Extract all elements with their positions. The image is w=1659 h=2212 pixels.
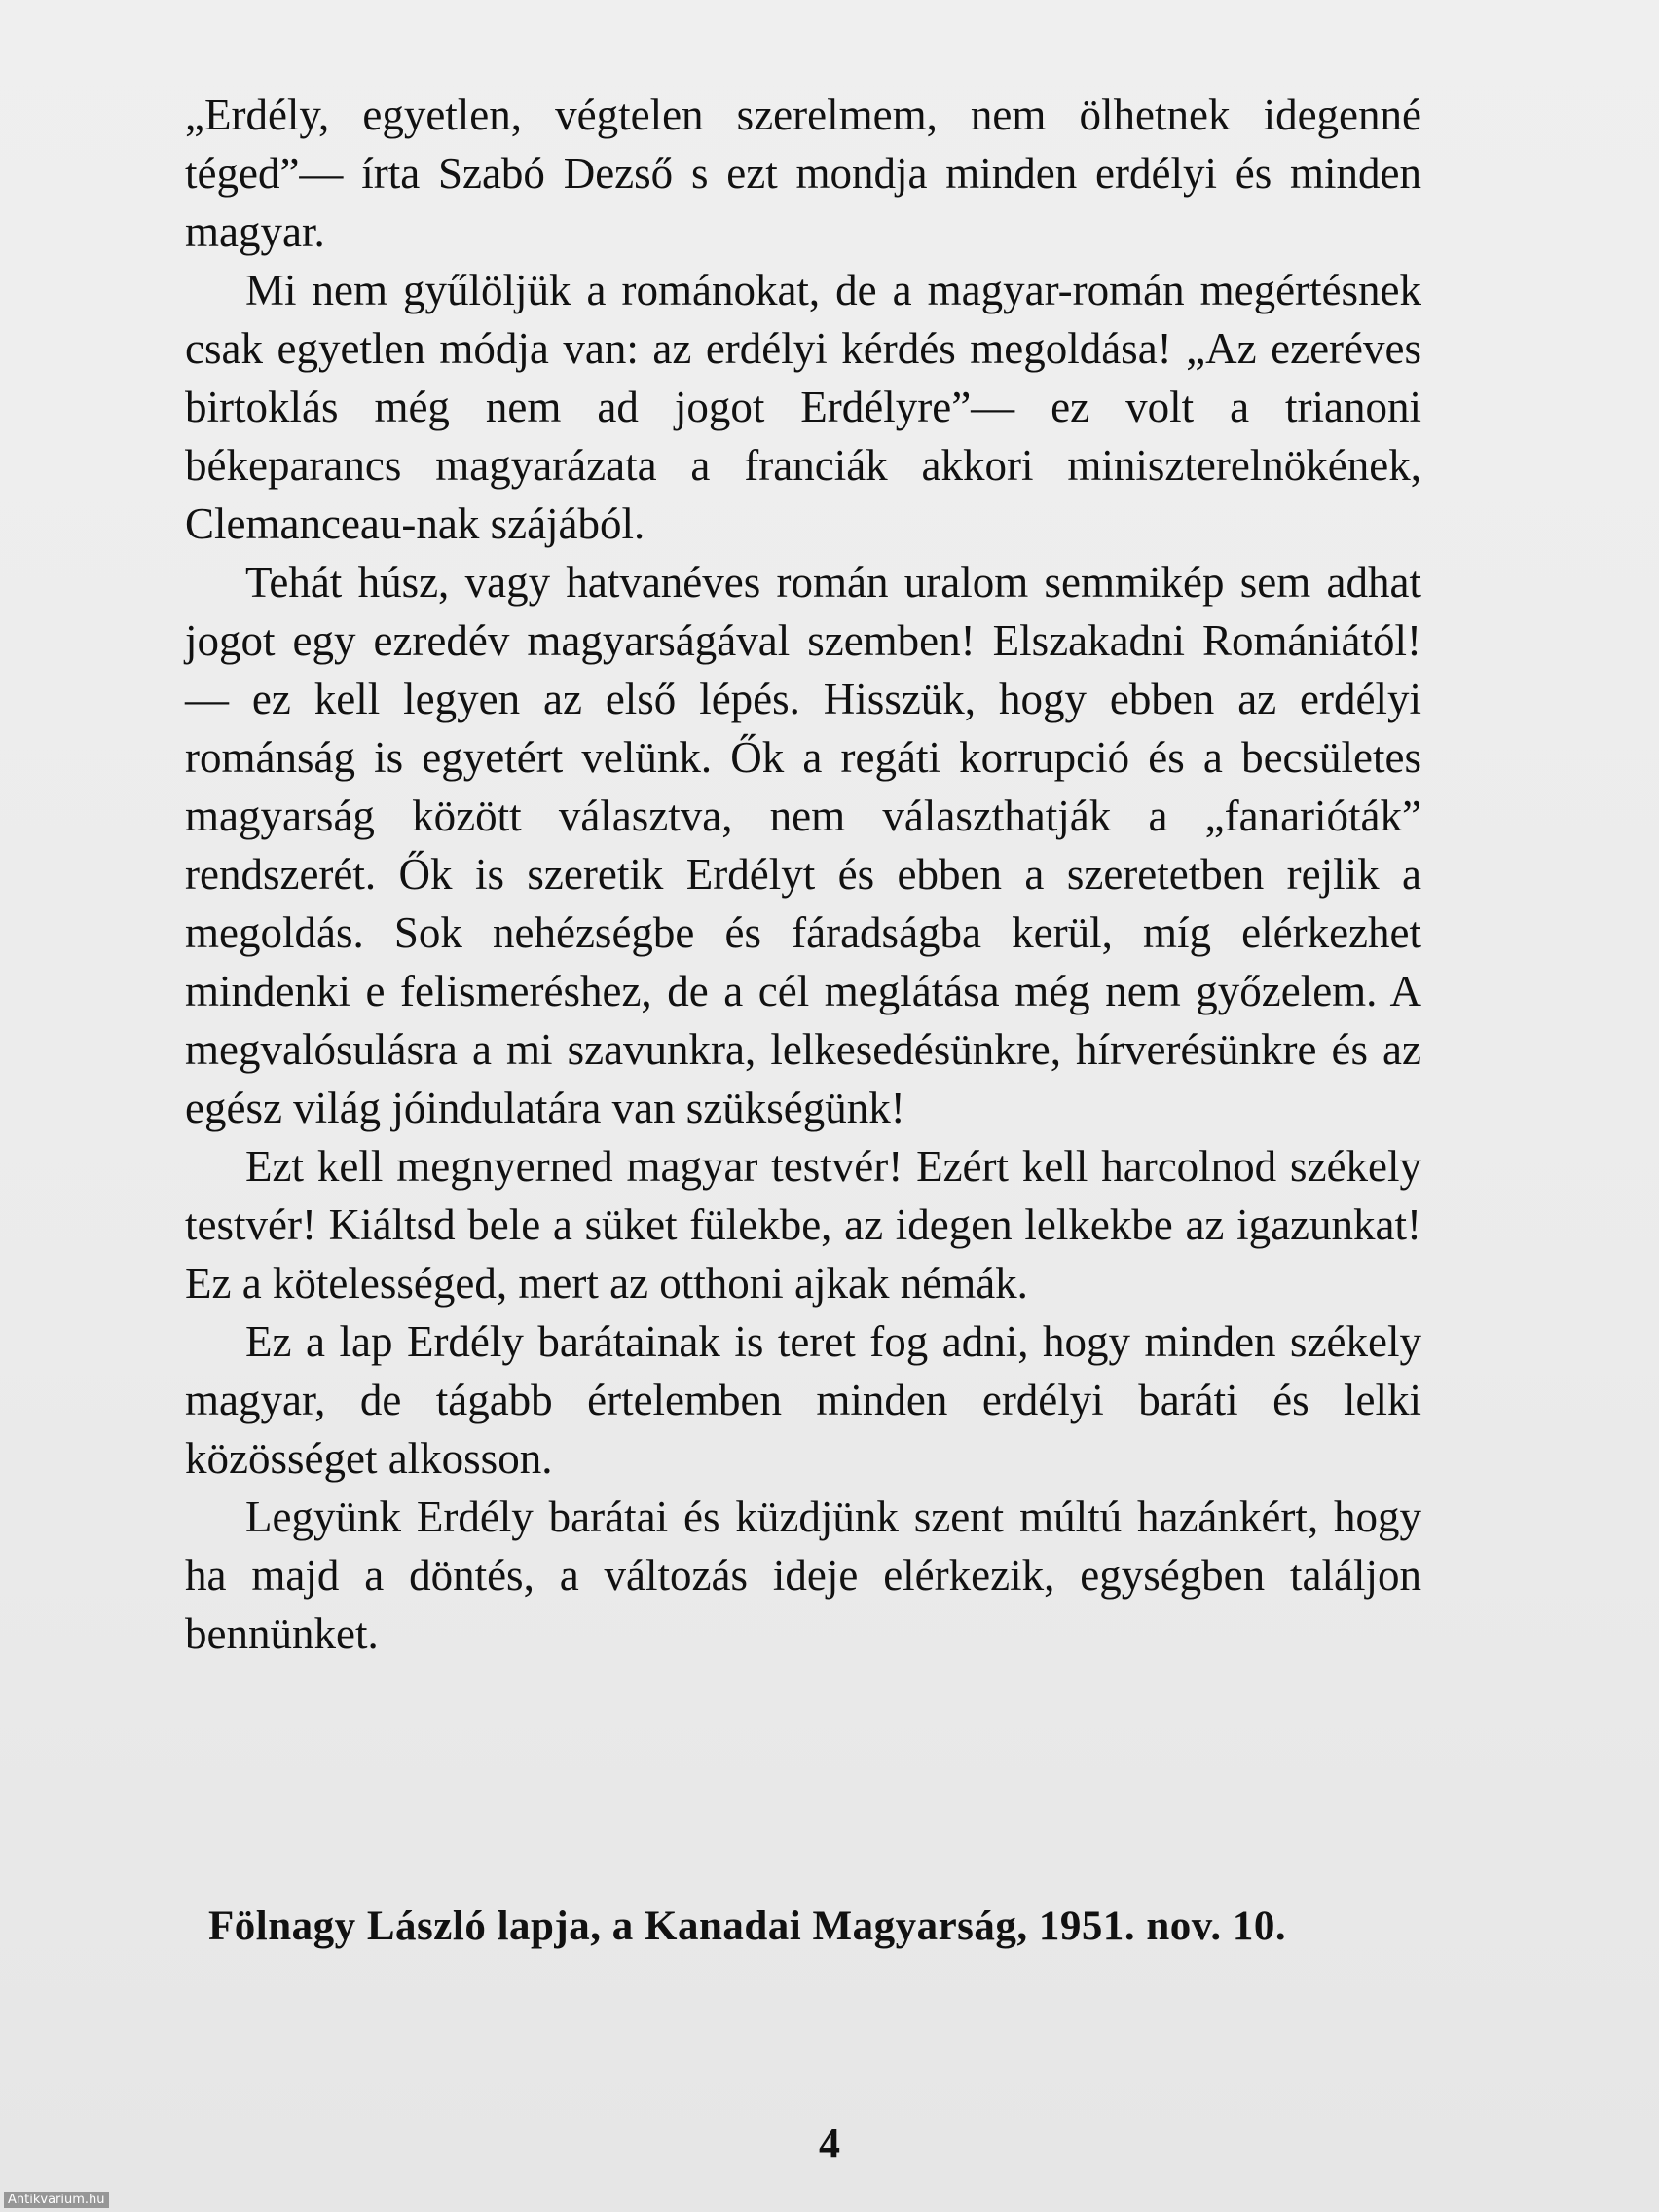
paragraph-4: Ezt kell megnyerned magyar testvér! Ezért kell harcolnod székely testvér! Kiáltsd bele a süket fülekbe, az idegen lelkekbe az igazunkat! Ez a kötelességed, mert az otthoni ajkak némák. — [185, 1142, 1421, 1308]
paragraph-1: „Erdély, egyetlen, végtelen szerelmem, nem ölhetnek idegenné téged”— írta Szabó Dezső s ezt mondja minden erdélyi és minden magyar. — [185, 91, 1421, 256]
source-citation: Fölnagy László lapja, a Kanadai Magyarság, 1951. nov. 10. — [208, 1903, 1287, 1949]
paragraph-6: Legyünk Erdély barátai és küzdjünk szent múltú hazánkért, hogy ha majd a döntés, a változás ideje elérkezik, egységben találjon bennünket. — [185, 1493, 1421, 1658]
paragraph-3: Tehát húsz, vagy hatvanéves román uralom semmikép sem adhat jogot egy ezredév magyarságával szemben! Elszakadni Romániától! — ez kell legyen az első lépés. Hisszük, hogy ebben az erdélyi románság is egyetért velünk. Ők a regáti korrupció és a becsületes magyarság között választva, nem választhatják a „fanarióták” rendszerét. Ők is szeretik Erdélyt és ebben a szeretetben rejlik a megoldás. Sok nehézségbe és fáradságba kerül, míg elérkezhet mindenki e felismeréshez, de a cél meglátása még nem győzelem. A megvalósulásra a mi szavunkra, lelkesedésünkre, hírverésünkre és az egész világ jóindulatára van szükségünk! — [185, 558, 1421, 1132]
paragraph-5: Ez a lap Erdély barátainak is teret fog adni, hogy minden székely magyar, de tágabb értelemben minden erdélyi baráti és lelki közösséget alkosson. — [185, 1317, 1421, 1483]
page-number: 4 — [819, 2120, 840, 2167]
watermark: Antikvarium.hu — [4, 2192, 109, 2208]
paragraph-2: Mi nem gyűlöljük a románokat, de a magyar-román megértésnek csak egyetlen módja van: az erdélyi kérdés megoldása! „Az ezeréves birtoklás még nem ad jogot Erdélyre”— ez volt a trianoni békeparancs magyarázata a franciák akkori miniszterelnökének, Clemanceau-nak szájából. — [185, 266, 1421, 548]
body-text — [185, 86, 1421, 1663]
